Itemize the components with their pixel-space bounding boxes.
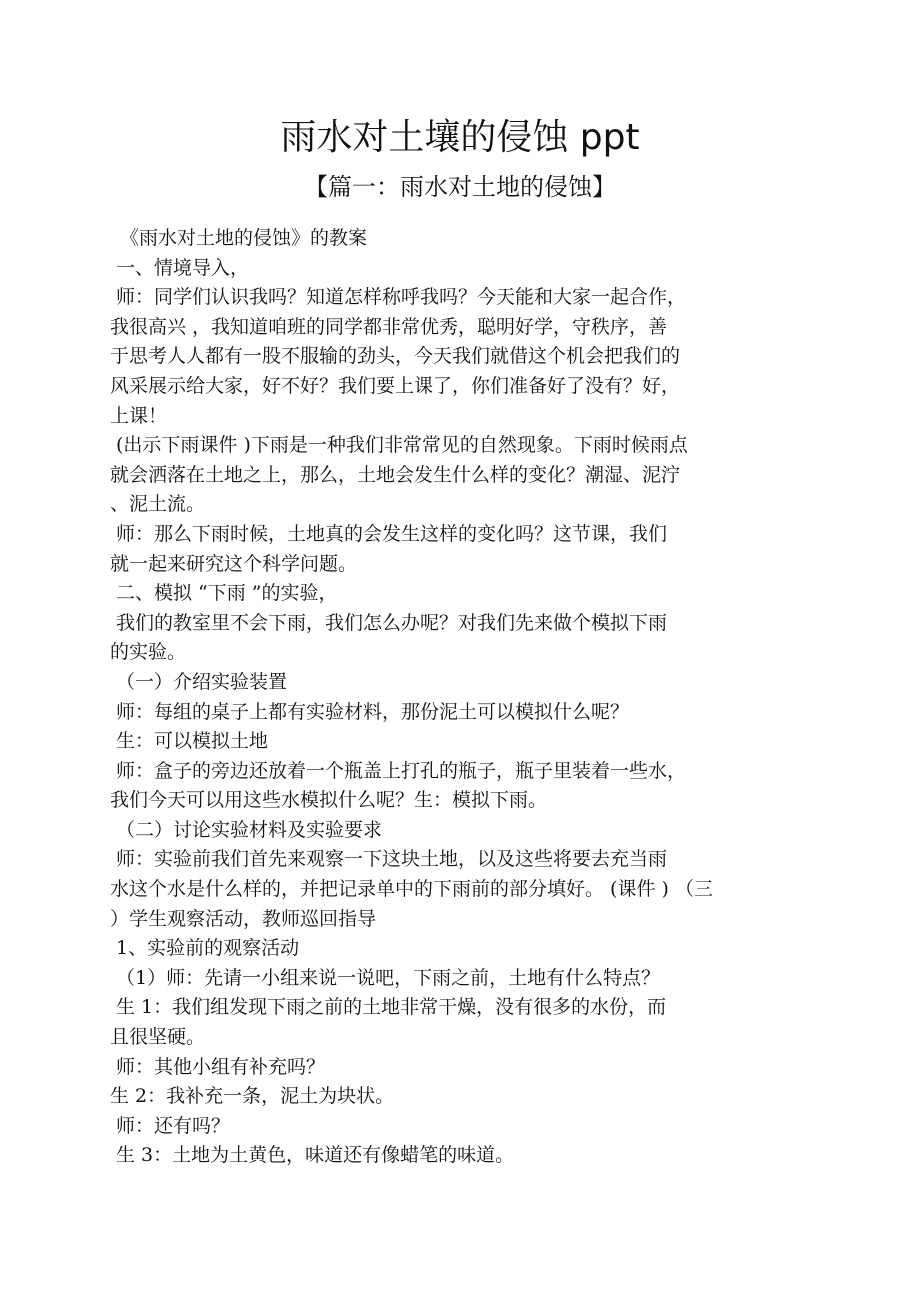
- text-line: 的实验。: [110, 641, 187, 664]
- text-line: 且很坚硬。: [110, 1026, 206, 1049]
- document-body: [110, 224, 790, 1171]
- document-title: 雨水对土壤的侵蚀 ppt: [280, 117, 640, 158]
- text-line: 就会洒落在土地之上，那么，土地会发生什么样的变化？潮湿、泥泞: [110, 463, 681, 486]
- text-line: 、泥土流。: [110, 493, 206, 516]
- text-line: 《雨水对土地的侵蚀》的教案: [120, 227, 368, 249]
- text-line: 师：还有吗？: [116, 1114, 231, 1137]
- text-line: 就一起来研究这个科学问题。: [110, 552, 358, 575]
- text-line: （二）讨论实验材料及实验要求: [116, 818, 383, 841]
- text-line: 师：每组的桌子上都有实验材料，那份泥土可以模拟什么呢？: [116, 700, 630, 723]
- text-line: (出示下雨课件 )下雨是一种我们非常常见的自然现象。下雨时候雨点: [116, 434, 688, 457]
- text-line: 生 3：土地为土黄色，味道还有像蜡笔的味道。: [116, 1144, 515, 1167]
- text-line: （一）介绍实验装置: [116, 670, 288, 693]
- text-line: 上课！: [110, 404, 168, 427]
- document-subtitle: 【篇一：雨水对土地的侵蚀】: [304, 173, 616, 201]
- text-line: ）学生观察活动，教师巡回指导: [110, 907, 377, 930]
- text-line: 1、实验前的观察活动: [116, 937, 300, 960]
- text-line: 师：同学们认识我吗？知道怎样称呼我吗？今天能和大家一起合作，: [116, 286, 687, 309]
- text-line: 师：其他小组有补充吗？: [116, 1055, 326, 1078]
- text-line: 二、模拟 “下雨 ”的实验，: [116, 582, 338, 605]
- text-line: 一、情境导入，: [116, 256, 250, 279]
- text-line: 水这个水是什么样的，并把记录单中的下雨前的部分填好。 (课件 ) （三: [110, 878, 713, 901]
- text-line: 生：可以模拟土地: [116, 730, 269, 753]
- text-line: 师：盒子的旁边还放着一个瓶盖上打孔的瓶子，瓶子里装着一些水，: [116, 759, 687, 782]
- text-line: 生 1：我们组发现下雨之前的土地非常干燥，没有很多的水份，而: [116, 996, 667, 1019]
- text-line: （1）师：先请一小组来说一说吧，下雨之前，土地有什么特点？: [116, 966, 661, 989]
- text-line: 于思考人人都有一股不服输的劲头，今天我们就借这个机会把我们的: [110, 345, 681, 368]
- text-line: 师：那么下雨时候，土地真的会发生这样的变化吗？这节课，我们: [116, 522, 668, 545]
- text-line: 我们今天可以用这些水模拟什么呢？生：模拟下雨。: [110, 789, 548, 812]
- text-line: 我很高兴 ，我知道咱班的同学都非常优秀，聪明好学，守秩序，善: [110, 315, 668, 338]
- text-line: 我们的教室里不会下雨，我们怎么办呢？对我们先来做个模拟下雨: [116, 611, 668, 634]
- text-line: 生 2：我补充一条，泥土为块状。: [110, 1085, 395, 1108]
- text-line: 风采展示给大家，好不好？我们要上课了，你们准备好了没有？好，: [110, 374, 681, 397]
- text-line: 师：实验前我们首先来观察一下这块土地，以及这些将要去充当雨: [116, 848, 668, 871]
